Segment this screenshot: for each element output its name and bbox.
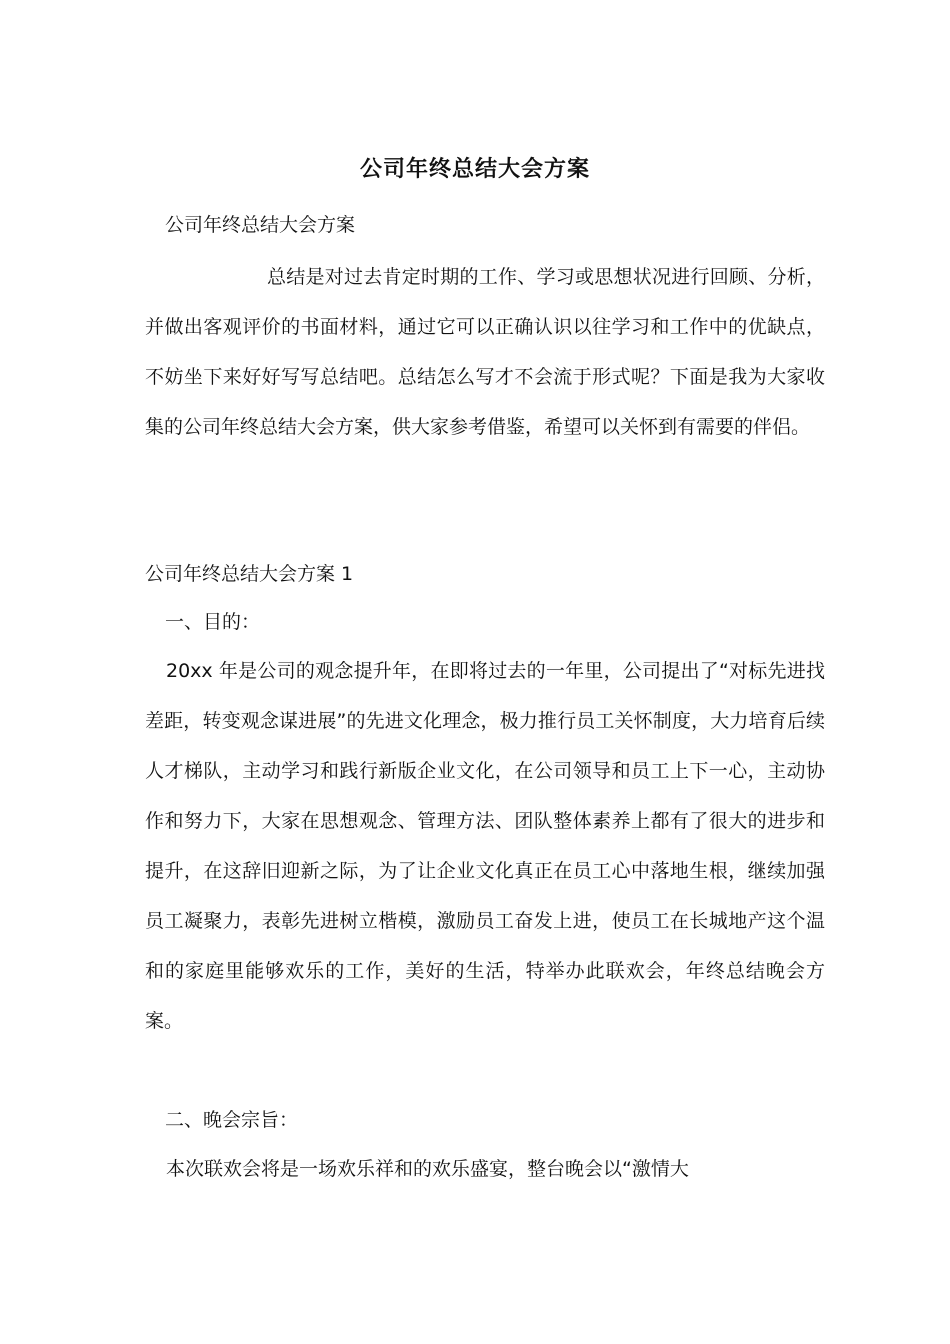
section2-heading: 二、晚会宗旨： xyxy=(165,1109,299,1131)
section1-paragraph: 20xx 年是公司的观念提升年，在即将过去的一年里，公司提出了“对标先进找差距，转变观念谋进展”的先进文化理念，极力推行员工关怀制度，大力培育后续人才梯队，主动学习和践行新版企业文化，在公司领导和员工上下一心，主动协作和努力下，大家在思想观念、管理方法、团队整体素养上都有了很大的进步和提升，在这辞旧迎新之际，为了让企业文化真正在员工心中落地生根，继续加强员工凝聚力，表彰先进树立楷模，激励员工奋发上进，使员工在长城地产这个温和的家庭里能够欢乐的工作，美好的生活，特举办此联欢会，年终总结晚会方案。 xyxy=(145,660,825,1032)
document-subtitle: 公司年终总结大会方案 xyxy=(165,214,356,236)
section1-heading: 一、目的： xyxy=(165,611,261,633)
document-title: 公司年终总结大会方案 xyxy=(359,157,590,182)
plan1-heading: 公司年终总结大会方案 1 xyxy=(145,563,354,585)
section2-paragraph: 本次联欢会将是一场欢乐祥和的欢乐盛宴，整台晚会以“激情大 xyxy=(166,1158,689,1180)
intro-paragraph: 总结是对过去肯定时期的工作、学习或思想状况进行回顾、分析，并做出客观评价的书面材料，通过它可以正确认识以往学习和工作中的优缺点，不妨坐下来好好写写总结吧。总结怎么写才不会流于形式呢？下面是我为大家收集的公司年终总结大会方案，供大家参考借鉴，希望可以关怀到有需要的伴侣。 xyxy=(145,266,825,438)
